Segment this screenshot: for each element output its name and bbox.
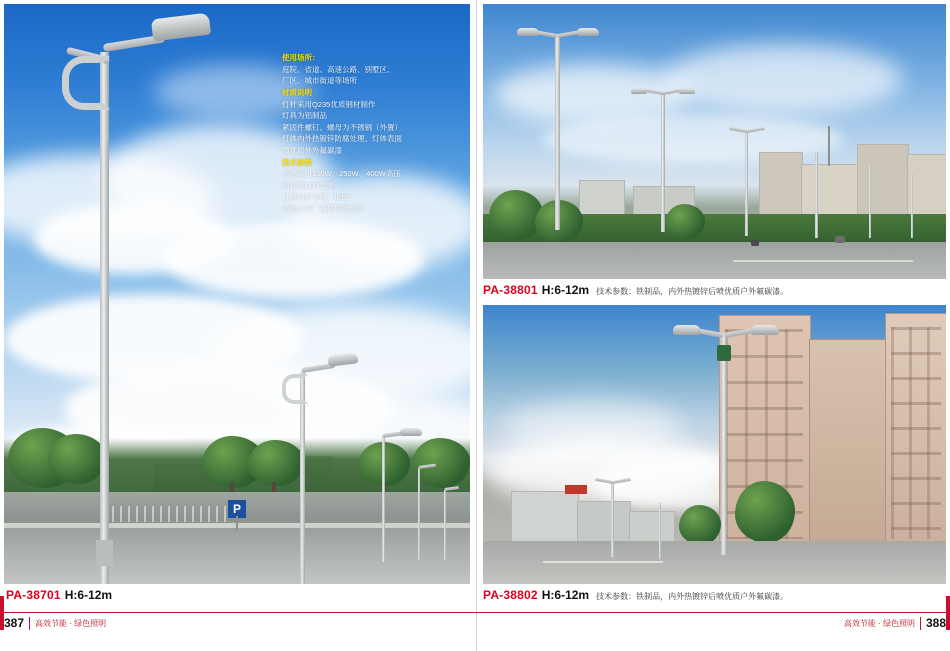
product-height: H:6-12m <box>64 588 113 602</box>
billboard <box>565 485 587 494</box>
tree <box>679 505 721 545</box>
building <box>809 339 887 567</box>
tree <box>665 204 705 240</box>
tree <box>248 440 304 486</box>
page-gutter <box>476 0 477 651</box>
lamp-head <box>577 28 599 36</box>
spec-group3-line: 基础由本厂提供图纸制作 <box>282 204 365 214</box>
lamp-head <box>517 28 539 36</box>
spec-group1-title: 使用场所： <box>282 53 320 62</box>
product-code: PA-38701 <box>6 588 61 602</box>
footer-divider <box>920 617 921 630</box>
product-height: H:6-12m <box>541 588 590 602</box>
sign-post <box>236 516 238 530</box>
footer-slogan-right: 高效节能 · 绿色照明 <box>843 618 915 628</box>
parking-sign: P <box>228 500 246 518</box>
left-photo-caption <box>6 588 112 602</box>
road <box>4 526 470 584</box>
product-note: 技术参数：铁制品，内外热镀锌后喷优质户外氟碳漆。 <box>596 287 789 296</box>
fence <box>112 506 232 522</box>
vehicle <box>751 240 759 246</box>
spec-group2-line: 灯杆采用Q235优质钢材制作 <box>282 99 376 109</box>
window-grid <box>891 327 941 539</box>
page-number-right: 388 <box>925 616 946 630</box>
tree <box>412 438 470 488</box>
lamp-pole-far <box>382 436 385 562</box>
footer-rule <box>0 612 950 613</box>
lamp-pole <box>661 92 665 232</box>
page-number-left: 387 <box>4 616 25 630</box>
lamp-pole <box>611 481 614 557</box>
lane-marking <box>543 561 663 563</box>
lamp-pole <box>745 130 748 236</box>
lamp-pole <box>815 152 818 238</box>
lamp-head-main <box>151 13 211 42</box>
antenna-tower <box>828 126 830 166</box>
vehicle <box>835 236 845 243</box>
footer-divider <box>29 617 30 630</box>
tree <box>48 434 106 484</box>
lamp-pole-main <box>100 52 109 584</box>
spec-group2-line: 紧固件螺钉、螺母为不锈钢（外置） <box>282 122 402 132</box>
left-page-footer <box>4 616 106 630</box>
lamp-head-right <box>751 325 779 335</box>
lane-marking <box>733 260 913 262</box>
right-top-photo <box>483 4 946 279</box>
lamp-head-far <box>400 428 422 436</box>
spec-group2-line: 灯体内外热镀锌防腐处理、灯体表面 <box>282 134 402 144</box>
left-page-photo <box>4 4 470 584</box>
lamp-head <box>631 88 647 94</box>
lamp-head <box>679 88 695 94</box>
spec-group2-title: 材质说明 <box>282 87 312 97</box>
lamp-pole-main <box>721 333 727 555</box>
spec-group2-line: 灯具为铝制品 <box>282 111 327 121</box>
footer-slogan-left: 高效节能 · 绿色照明 <box>35 618 107 628</box>
spec-group1-line: 庭院、省道、高速公路、别墅区、 <box>282 64 395 74</box>
spec-group3-line: 光源采用150W、250W、400W高压 <box>282 169 401 179</box>
cloud <box>663 44 903 114</box>
product-note: 技术参数：铁制品，内外热镀锌后喷优质户外氟碳漆。 <box>596 592 789 601</box>
lamp-head-left <box>673 325 701 335</box>
pole-base <box>96 540 113 566</box>
spec-group1-line: 厂区、城市街道等场所 <box>282 76 357 86</box>
pole-base-green <box>717 345 731 361</box>
spec-group3-line: 钠灯或LED光源 <box>282 180 335 190</box>
right-top-photo-caption <box>483 283 788 297</box>
lamp-pole-far <box>418 468 420 560</box>
lamp-pole <box>555 34 560 230</box>
spec-group3-title: 技术参数 <box>282 157 312 167</box>
right-page-red-tab <box>946 596 950 630</box>
right-page-footer <box>844 616 946 630</box>
spec-group2-line: 喷优质外外氟碳漆 <box>282 146 342 155</box>
specification-text-block <box>282 52 452 215</box>
spec-group3-line: 灯具的护等级：IP55 <box>282 192 350 202</box>
lamp-pole <box>869 164 871 238</box>
product-code: PA-38801 <box>483 283 538 297</box>
right-bottom-photo <box>483 305 946 584</box>
right-bottom-photo-caption <box>483 588 788 602</box>
lamp-decor-loop <box>62 56 110 110</box>
lamp-pole-far <box>444 490 446 560</box>
lamp-decor-loop-second <box>282 374 308 404</box>
lamp-pole <box>659 503 661 559</box>
lamp-pole <box>911 174 913 238</box>
product-height: H:6-12m <box>541 283 590 297</box>
cloud <box>503 400 683 450</box>
tree <box>735 481 795 543</box>
tree <box>489 190 543 240</box>
product-code: PA-38802 <box>483 588 538 602</box>
